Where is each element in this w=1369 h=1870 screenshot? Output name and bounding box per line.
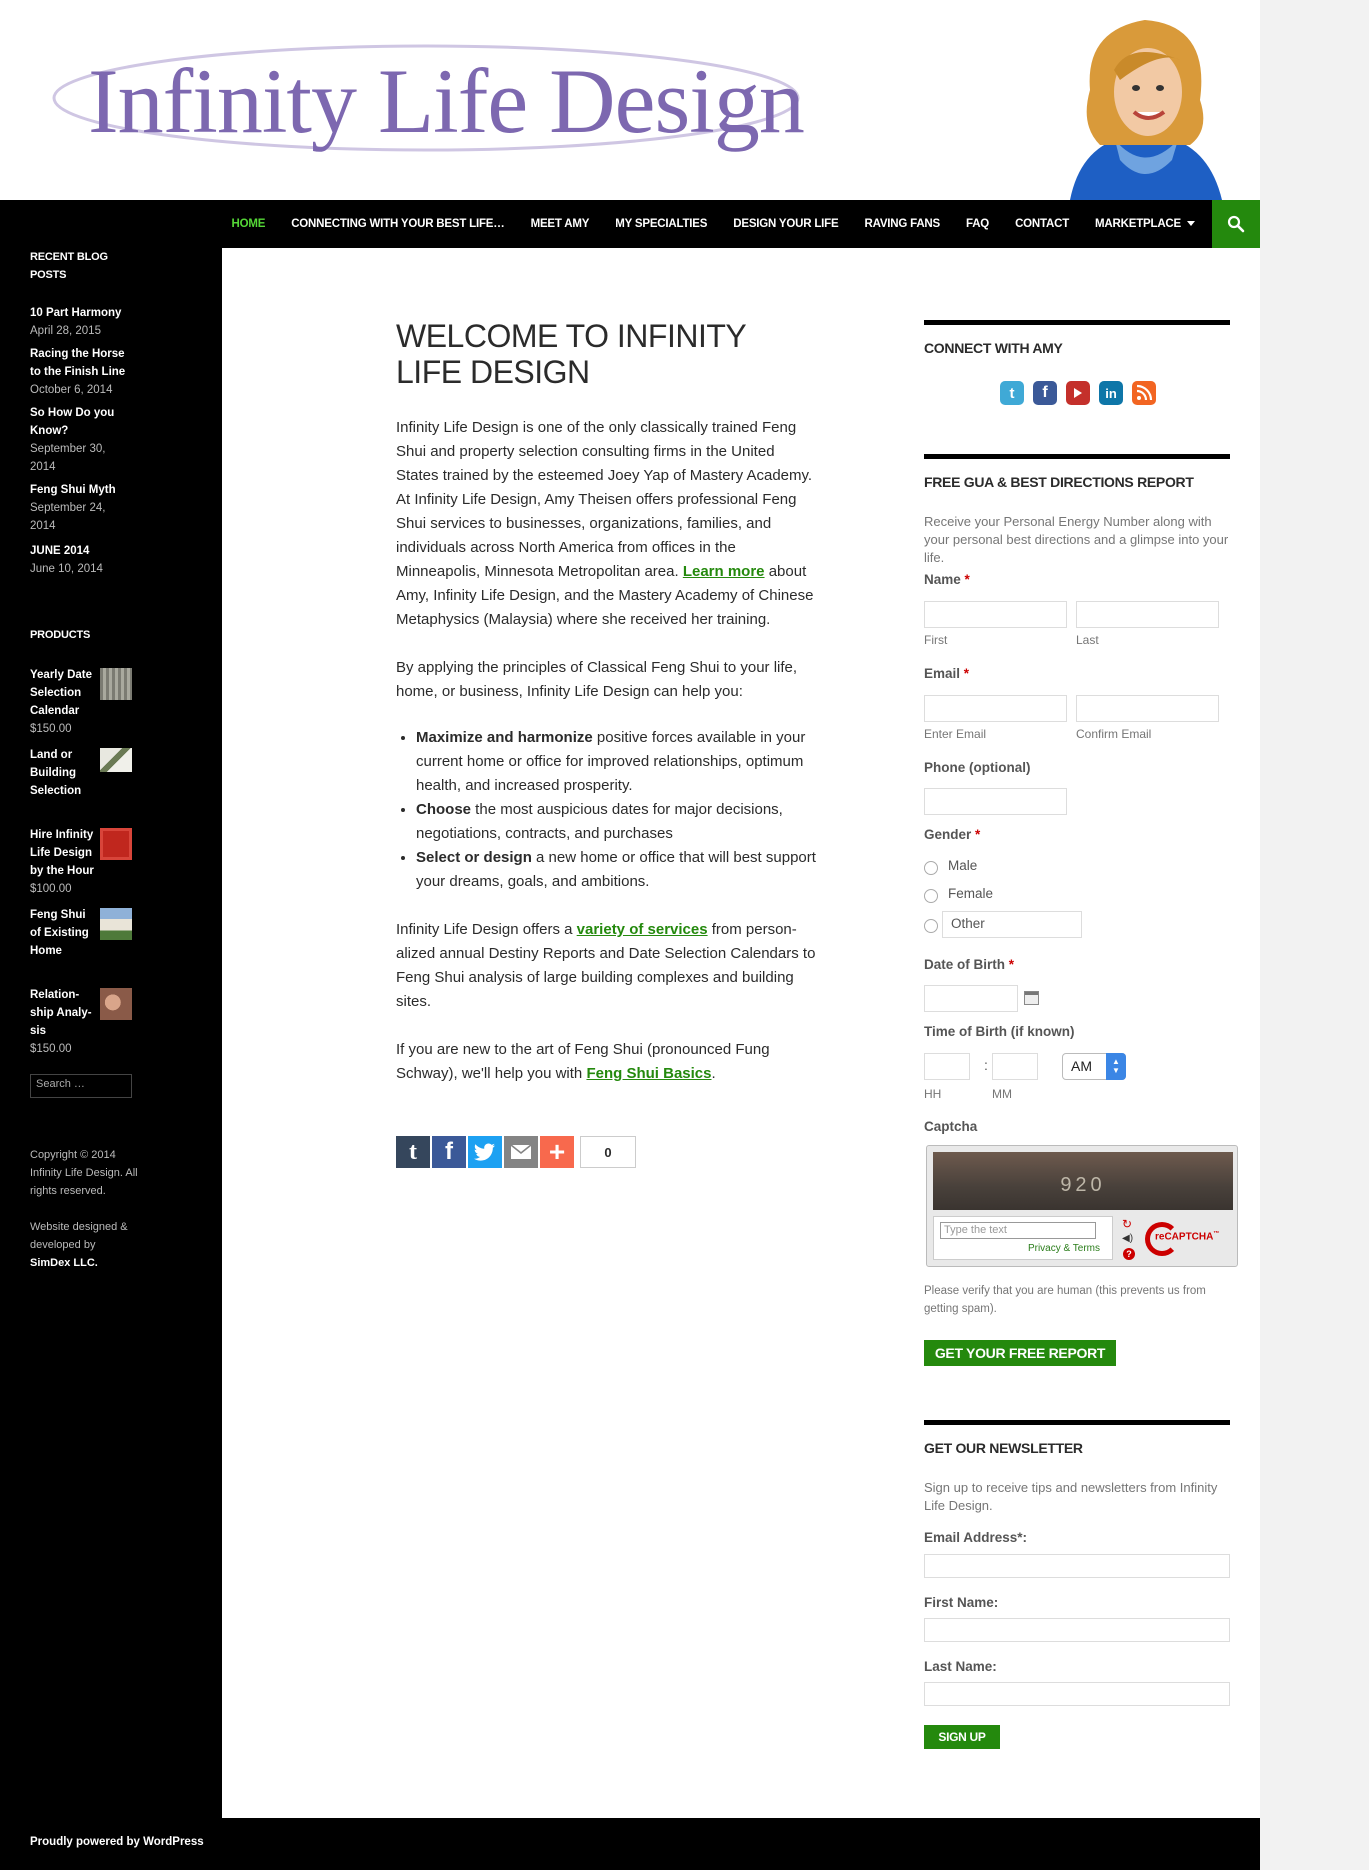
linkedin-icon[interactable]: in	[1099, 381, 1123, 405]
product-item[interactable]	[30, 906, 134, 960]
time-separator: :	[984, 1057, 988, 1073]
nav-my-specialties[interactable]: MY SPECIALTIES	[615, 218, 708, 230]
tumblr-share-button[interactable]	[396, 1136, 430, 1168]
enter-email-sublabel: Enter Email	[924, 727, 987, 741]
product-thumbnail[interactable]	[100, 988, 132, 1020]
apply-paragraph: By applying the principles of Classical Feng Shui to your life, home, or business, Infinity Life Design can help you:	[396, 659, 798, 700]
captcha-response-panel	[933, 1216, 1113, 1260]
twitter-icon	[474, 1143, 496, 1161]
tob-label: Time of Birth (if known)	[924, 1024, 1075, 1039]
mm-sublabel: MM	[992, 1087, 1012, 1101]
nav-marketplace[interactable]	[1082, 200, 1208, 248]
last-name-input[interactable]	[1076, 601, 1219, 628]
first-name-input[interactable]	[924, 601, 1067, 628]
confirm-email-input[interactable]	[1076, 695, 1219, 722]
phone-label: Phone (optional)	[924, 760, 1031, 775]
list-item	[416, 846, 816, 894]
search-toggle-button[interactable]	[1212, 200, 1260, 248]
hh-sublabel: HH	[924, 1087, 942, 1101]
page-title: WELCOME TO INFINITY LIFE DESIGN	[396, 318, 746, 390]
recent-post	[30, 404, 130, 476]
offers-text-1: Infinity Life Design offers a	[396, 921, 577, 938]
offers-text-2: from personalized annual Destiny Reports and Date Selection Calendars to Feng Shui analysis of large building complexes and building sites.	[396, 921, 816, 1010]
email-input[interactable]	[924, 695, 1067, 722]
newsletter-first-name-input[interactable]	[924, 1618, 1230, 1642]
post-date: October 6, 2014	[30, 384, 113, 396]
bullet-bold: Choose	[416, 801, 472, 818]
product-item[interactable]	[30, 986, 134, 1058]
offers-paragraph	[396, 918, 816, 1014]
nav-connecting[interactable]: CONNECTING WITH YOUR BEST LIFE…	[291, 218, 505, 230]
connect-widget	[924, 320, 1230, 440]
recent-posts-heading: RECENT BLOG POSTS	[30, 251, 108, 281]
dob-input[interactable]	[924, 985, 1018, 1012]
newsletter-description: Sign up to receive tips and newsletters from Infinity Life Design.	[924, 1480, 1218, 1513]
search-icon	[1227, 215, 1245, 233]
recaptcha-box	[926, 1145, 1238, 1267]
variety-of-services-link[interactable]: variety of services	[576, 921, 708, 938]
dob-label-text: Date of Birth	[924, 957, 1005, 972]
copyright-block	[30, 1146, 140, 1272]
audio-icon[interactable]: ◀)	[1122, 1233, 1134, 1244]
get-free-report-button[interactable]: GET YOUR FREE REPORT	[924, 1340, 1116, 1366]
main-content	[396, 318, 816, 1086]
product-price: $150.00	[30, 723, 72, 735]
benefits-list	[396, 726, 816, 894]
youtube-icon[interactable]	[1066, 381, 1090, 405]
widget-title: FREE GUA & BEST DIRECTIONS REPORT	[924, 474, 1194, 490]
post-title-link[interactable]: Racing the Horse to the Finish Line	[30, 348, 126, 378]
required-asterisk: *	[963, 666, 970, 681]
post-title-link[interactable]: So How Do you Know?	[30, 407, 115, 437]
verify-text: Please verify that you are human (this prevents us from getting spam).	[924, 1285, 1206, 1315]
gua-report-widget	[924, 454, 1230, 1315]
product-thumbnail[interactable]	[100, 908, 132, 940]
share-bar	[396, 1136, 636, 1168]
name-label	[924, 572, 970, 587]
phone-input[interactable]	[924, 788, 1067, 815]
widget-title: GET OUR NEWSLETTER	[924, 1440, 1083, 1456]
recent-post	[30, 304, 130, 340]
product-name[interactable]: Land or Building Selection	[30, 749, 82, 797]
email-address-label: Email Address*:	[924, 1530, 1028, 1545]
refresh-icon[interactable]: ↻	[1122, 1217, 1133, 1231]
gender-label	[924, 827, 980, 842]
gender-other-radio[interactable]	[924, 919, 938, 933]
tumblr-icon: t	[409, 1138, 417, 1165]
captcha-label: Captcha	[924, 1119, 978, 1134]
nav-design-your-life[interactable]: DESIGN YOUR LIFE	[733, 218, 839, 230]
help-icon[interactable]: ?	[1123, 1248, 1135, 1260]
ampm-value: AM	[1071, 1058, 1092, 1074]
sign-up-button[interactable]: SIGN UP	[924, 1725, 1000, 1749]
product-name[interactable]: Yearly Date Selection Calendar	[30, 669, 93, 717]
facebook-share-button[interactable]	[432, 1136, 466, 1168]
product-price: $150.00	[30, 1043, 72, 1055]
list-item	[416, 726, 816, 798]
post-date: September 24, 2014	[30, 502, 106, 532]
bullet-text: positive forces available in your current home or office for improved relationships, optimum health, and increased prosperity.	[416, 729, 806, 794]
new-text-2: .	[711, 1065, 716, 1082]
recaptcha-logo	[1145, 1220, 1233, 1260]
captcha-response-input[interactable]: Type the text	[940, 1222, 1096, 1239]
product-item[interactable]	[30, 666, 134, 738]
gender-label-text: Gender	[924, 827, 972, 842]
bullet-bold: Maximize and harmonize	[416, 729, 593, 746]
twitter-icon[interactable]: t	[1000, 381, 1024, 405]
confirm-email-sublabel: Confirm Email	[1076, 727, 1152, 741]
copyright-text: Copyright © 2014 Infinity Life Design. All rights reserved.	[30, 1149, 138, 1197]
gender-male-label[interactable]: Male	[948, 858, 978, 873]
product-name[interactable]: Relationship Analysis	[30, 989, 92, 1037]
intro-text-2: about Amy, Infinity Life Design, and the Mastery Academy of Chinese Metaphysics (Malaysia) where she received her training.	[396, 563, 814, 628]
first-sublabel: First	[924, 633, 948, 647]
gua-description: Receive your Personal Energy Number along with your personal best directions and a glimpse into your life.	[924, 514, 1229, 565]
captcha-image: 920	[933, 1152, 1233, 1210]
primary-menu	[219, 200, 1209, 248]
new-text-1: If you are new to the art of Feng Shui (pronounced Fung Schway), we'll help you with	[396, 1041, 770, 1082]
twitter-share-button[interactable]	[468, 1136, 502, 1168]
nav-marketplace-label: MARKETPLACE	[1095, 218, 1181, 230]
left-sidebar	[0, 248, 222, 1818]
product-name[interactable]: Feng Shui of Existing Home	[30, 909, 89, 957]
amy-portrait	[1060, 10, 1230, 200]
post-title-link[interactable]: 10 Part Harmony	[30, 307, 122, 319]
site-logo[interactable]	[48, 30, 818, 170]
product-thumbnail[interactable]	[100, 828, 132, 860]
feng-shui-basics-link[interactable]: Feng Shui Basics	[586, 1065, 712, 1082]
email-label	[924, 666, 969, 681]
recaptcha-re: re	[1155, 1231, 1165, 1243]
post-title-link[interactable]: JUNE 2014	[30, 545, 90, 557]
nav-faq[interactable]: FAQ	[966, 218, 990, 230]
product-name[interactable]: Hire Infinity Life Design by the Hour	[30, 829, 94, 877]
facebook-icon[interactable]: f	[1033, 381, 1057, 405]
ampm-select[interactable]	[1062, 1053, 1126, 1080]
nav-raving-fans[interactable]: RAVING FANS	[864, 218, 941, 230]
recent-post	[30, 481, 130, 535]
site-footer	[0, 1818, 1260, 1870]
plus-icon: +	[548, 1136, 566, 1167]
newsletter-widget	[924, 1420, 1230, 1780]
share-count: 0	[580, 1136, 636, 1168]
email-label-text: Email	[924, 666, 961, 681]
nav-meet-amy[interactable]: MEET AMY	[530, 218, 590, 230]
gender-male-radio[interactable]	[924, 861, 938, 875]
recent-post	[30, 542, 130, 578]
products-heading: PRODUCTS	[30, 629, 91, 641]
post-date: September 30, 2014	[30, 443, 106, 473]
designed-by-text: Website designed & developed by	[30, 1221, 128, 1251]
gender-other-input[interactable]: Other	[942, 911, 1082, 938]
social-icons	[1000, 381, 1156, 405]
list-item	[416, 798, 816, 846]
minute-input[interactable]	[992, 1053, 1038, 1080]
email-share-button[interactable]	[504, 1136, 538, 1168]
product-item[interactable]	[30, 746, 134, 800]
site-title: Infinity Life Design	[88, 50, 804, 152]
privacy-terms-link[interactable]: Privacy & Terms	[1027, 1243, 1100, 1254]
select-arrows-icon: ▲ ▼	[1106, 1053, 1126, 1080]
newsletter-email-input[interactable]	[924, 1554, 1230, 1578]
gender-female-radio[interactable]	[924, 889, 938, 903]
recaptcha-tm: ™	[1213, 1231, 1220, 1237]
required-asterisk: *	[975, 827, 981, 842]
sidebar-search-input[interactable]: Search …	[30, 1074, 132, 1098]
product-thumbnail[interactable]	[100, 748, 132, 772]
facebook-icon: f	[445, 1138, 453, 1165]
primary-nav-bar	[0, 200, 1260, 248]
required-asterisk: *	[1008, 957, 1015, 972]
last-sublabel: Last	[1076, 633, 1099, 647]
required-asterisk: *	[964, 572, 970, 587]
hour-input[interactable]	[924, 1053, 970, 1080]
post-date: April 28, 2015	[30, 325, 101, 337]
name-label-text: Name	[924, 572, 961, 587]
product-thumbnail[interactable]	[100, 668, 132, 700]
learn-more-link[interactable]: Learn more	[682, 563, 765, 580]
chevron-down-icon	[1187, 221, 1195, 226]
powered-by-link[interactable]: Proudly powered by WordPress	[30, 1836, 204, 1848]
nav-home[interactable]: HOME	[231, 218, 266, 230]
mail-icon	[510, 1144, 532, 1160]
bullet-text: the most auspicious dates for major decisions, negotiations, contracts, and purchases	[416, 801, 783, 842]
calendar-icon[interactable]	[1024, 991, 1039, 1005]
site-header	[0, 0, 1260, 200]
bullet-text: a new home or office that will best support your dreams, goals, and ambitions.	[416, 849, 816, 890]
more-share-button[interactable]	[540, 1136, 574, 1168]
newsletter-last-name-input[interactable]	[924, 1682, 1230, 1706]
post-title-link[interactable]: Feng Shui Myth	[30, 484, 116, 496]
bullet-bold: Select or design	[416, 849, 532, 866]
gender-female-label[interactable]: Female	[948, 886, 994, 901]
recent-post	[30, 345, 130, 399]
product-price: $100.00	[30, 883, 72, 895]
nav-contact[interactable]: CONTACT	[1015, 218, 1070, 230]
widget-title: CONNECT WITH AMY	[924, 340, 1063, 356]
first-name-label: First Name:	[924, 1595, 999, 1610]
post-date: June 10, 2014	[30, 563, 103, 575]
dob-label	[924, 957, 1014, 972]
rss-icon[interactable]	[1132, 381, 1156, 405]
recaptcha-captcha: CAPTCHA	[1164, 1231, 1214, 1243]
captcha-controls	[1119, 1218, 1139, 1260]
last-name-label: Last Name:	[924, 1659, 997, 1674]
new-paragraph	[396, 1038, 816, 1086]
product-item[interactable]	[30, 826, 134, 898]
intro-text-1: Infinity Life Design is one of the only classically trained Feng Shui and property selection consulting firms in the United States trained by the esteemed Joey Yap of Mastery Academy. At Infinity Life Design, Amy Theisen offers professional Feng Shui services to businesses, organizations, families, and individuals across North America from offices in the Minneapolis, Minnesota Metropolitan area.	[396, 419, 813, 580]
developer-link[interactable]: SimDex LLC.	[30, 1257, 98, 1269]
intro-paragraph	[396, 416, 816, 632]
